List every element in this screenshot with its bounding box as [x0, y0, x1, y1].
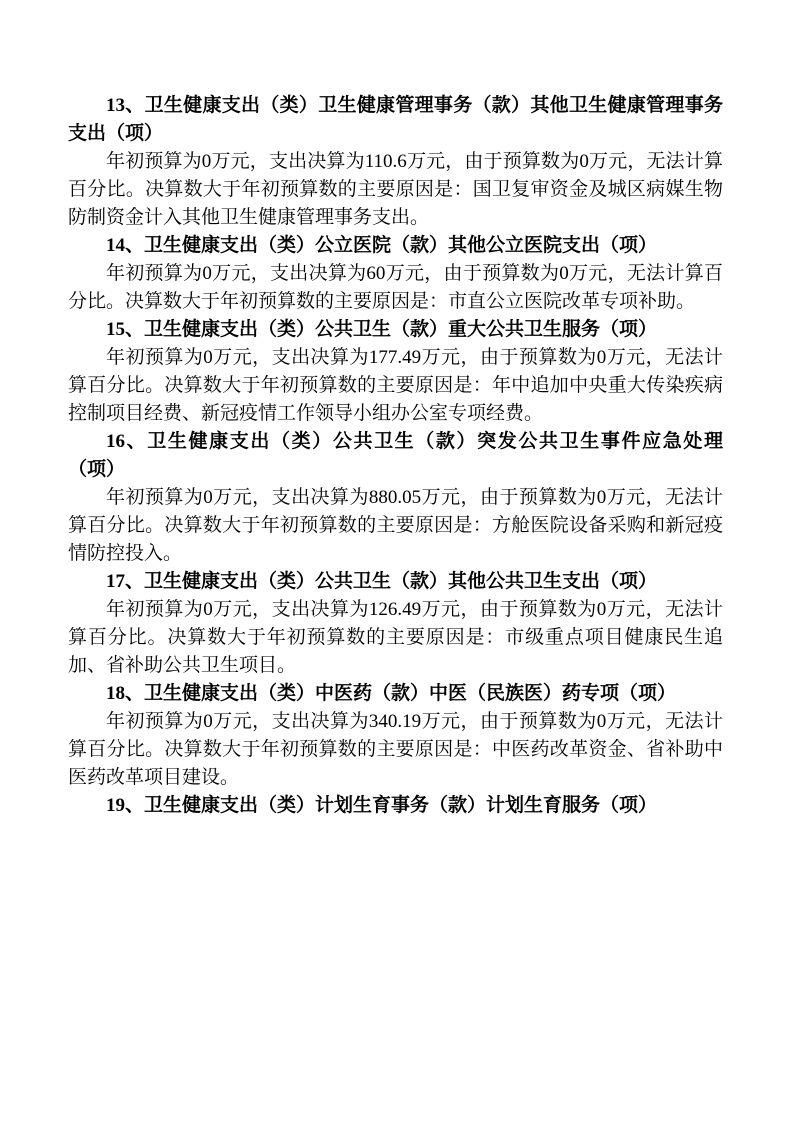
item-body: 年初预算为0万元，支出决算为340.19万元，由于预算数为0万元，无法计算百分比。决算数大于年初预算数的主要原因是：中医药改革资金、省补助中医药改革项目建设。	[68, 711, 723, 788]
item-body: 年初预算为0万元，支出决算为110.6万元，由于预算数为0万元，无法计算百分比。决算数大于年初预算数的主要原因是：国卫复审资金及城区病媒生物防制资金计入其他卫生健康管理事务支出。	[68, 151, 723, 228]
budget-item-section-16	[68, 428, 723, 568]
item-body: 年初预算为0万元，支出决算为880.05万元，由于预算数为0万元，无法计算百分比。决算数大于年初预算数的主要原因是：方舱医院设备采购和新冠疫情防控投入。	[68, 487, 723, 564]
item-heading: 15、卫生健康支出（类）公共卫生（款）重大公共卫生服务（项）	[106, 319, 658, 340]
budget-item-section-14	[68, 232, 723, 316]
item-heading: 18、卫生健康支出（类）中医药（款）中医（民族医）药专项（项）	[106, 683, 677, 704]
item-heading: 19、卫生健康支出（类）计划生育事务（款）计划生育服务（项）	[106, 795, 658, 816]
budget-item-section-17	[68, 568, 723, 680]
budget-item-section-19	[68, 792, 723, 820]
item-body: 年初预算为0万元，支出决算为126.49万元，由于预算数为0万元，无法计算百分比。决算数大于年初预算数的主要原因是：市级重点项目健康民生追加、省补助公共卫生项目。	[68, 599, 723, 676]
item-body: 年初预算为0万元，支出决算为177.49万元，由于预算数为0万元，无法计算百分比。决算数大于年初预算数的主要原因是：年中追加中央重大传染疾病控制项目经费、新冠疫情工作领导小组办公室专项经费。	[68, 347, 723, 424]
item-heading: 16、卫生健康支出（类）公共卫生（款）突发公共卫生事件应急处理（项）	[68, 431, 723, 480]
item-heading: 14、卫生健康支出（类）公立医院（款）其他公立医院支出（项）	[106, 235, 658, 256]
item-body: 年初预算为0万元，支出决算为60万元，由于预算数为0万元，无法计算百分比。决算数大于年初预算数的主要原因是：市直公立医院改革专项补助。	[68, 263, 723, 312]
item-heading: 13、卫生健康支出（类）卫生健康管理事务（款）其他卫生健康管理事务支出（项）	[68, 95, 723, 144]
budget-item-section-18	[68, 680, 723, 792]
item-heading: 17、卫生健康支出（类）公共卫生（款）其他公共卫生支出（项）	[106, 571, 658, 592]
budget-item-section-15	[68, 316, 723, 428]
budget-item-section-13	[68, 92, 723, 232]
